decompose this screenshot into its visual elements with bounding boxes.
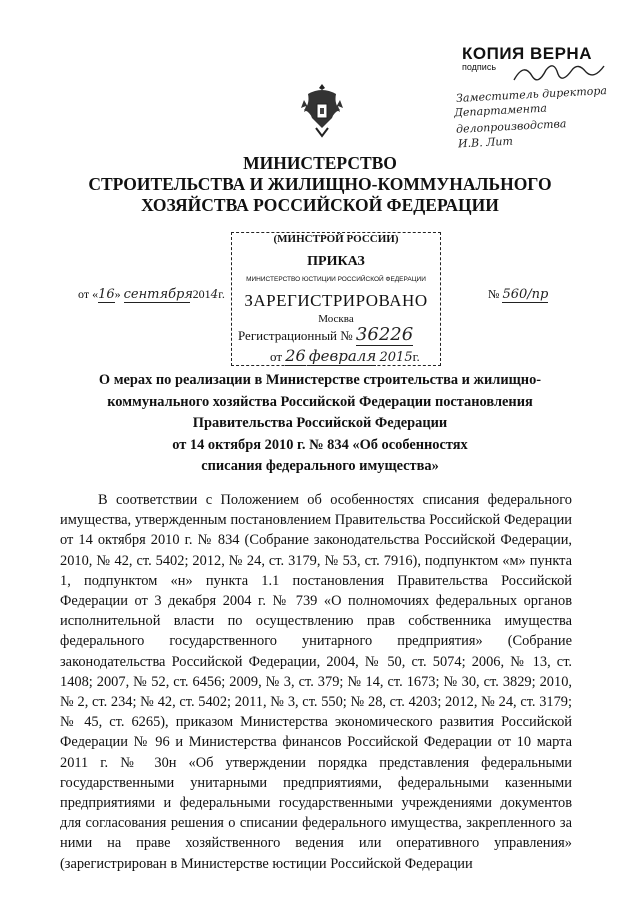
title-line-5: списания федерального имущества»	[201, 458, 439, 474]
title-line-1: О мерах по реализации в Министерстве строительства и жилищно-	[98, 372, 542, 388]
regdate-day: 26	[285, 346, 306, 365]
stamp-registration-date	[270, 346, 420, 366]
title-line-4: от 14 октября 2010 г. № 834 «Об особенностях	[172, 436, 468, 453]
stamp-minjust: МИНИСТЕРСТВО ЮСТИЦИИ РОССИЙСКОЙ ФЕДЕРАЦИИ	[246, 276, 426, 283]
order-date	[78, 287, 225, 303]
regdate-suffix: г.	[412, 349, 420, 364]
order-number-value: 560/пр	[502, 287, 549, 302]
regnum-value: 36226	[355, 324, 414, 345]
regdate-month: февраля	[308, 347, 377, 365]
order-date-month: сентября	[123, 287, 193, 302]
stamp-registration-number	[238, 324, 413, 346]
stamp-prikaz: ПРИКАЗ	[307, 254, 365, 269]
order-date-year-prefix: 201	[192, 287, 211, 301]
registration-stamp	[231, 232, 441, 366]
order-date-suffix: г.	[218, 287, 225, 301]
copy-stamp-signature-label: подпись	[462, 62, 497, 72]
stamp-registered: ЗАРЕГИСТРИРОВАНО	[244, 291, 428, 310]
ministry-line-2: СТРОИТЕЛЬСТВА И ЖИЛИЩНО-КОММУНАЛЬНОГО	[88, 174, 552, 194]
regdate-year: 2015	[379, 350, 413, 365]
signature-scribble	[510, 62, 610, 86]
order-date-day: 16	[98, 287, 115, 302]
handwriting-line-4: И.В. Лит	[457, 134, 514, 151]
order-title	[60, 370, 580, 478]
ministry-line-1: МИНИСТЕРСТВО	[243, 153, 397, 173]
order-date-mid: »	[114, 287, 121, 301]
order-date-prefix: от «	[78, 287, 99, 301]
coat-of-arms-emblem	[300, 80, 344, 140]
order-number-prefix: №	[488, 287, 500, 301]
title-line-2: коммунального хозяйства Российской Федерации постановления	[107, 393, 533, 410]
stamp-minstroy: (МИНСТРОЙ РОССИИ)	[273, 233, 399, 245]
regnum-label: Регистрационный №	[238, 328, 353, 343]
title-line-3: Правительства Российской Федерации	[192, 415, 448, 431]
order-date-year-digit: 4	[210, 287, 219, 301]
copy-certification-stamp	[453, 44, 632, 151]
regdate-prefix: от	[270, 349, 283, 364]
body-paragraph: В соответствии с Положением об особенностях списания федерального имущества, утвержденным постановлением Правительства Российской Федерации от 14 октября 2010 г. № 834 (Собрание законодательства Российской Федерации, 2010, № 42, ст. 5402; 2012, № 24, ст. 3179, № 53, ст. 7916), подпунктом «м» пункта 1, подпунктом «н» пункта 1.1 постановления Правительства Российской Федерации от 3 декабря 2004 г. № 739 «О полномочиях федеральных органов исполнительной власти по осуществлению прав собственника имущества федерального государственного унитарного предприятия» (Собрание законодательства Российской Федерации, 2004, № 50, ст. 5074; 2006, № 13, ст. 1408; 2007, № 52, ст. 6456; 2009, № 3, ст. 379; № 14, ст. 1673; № 30, ст. 3829; 2010, № 2, ст. 234; № 42, ст. 5402; 2011, № 3, ст. 550; № 28, ст. 4203; 2012, № 24, ст. 3179; № 45, ст. 6265), приказом Министерства экономического развития Российской Федерации № 96 и Министерства финансов Российской Федерации от 10 марта 2011 г. № 30н «Об утверждении порядка представления федеральными государственными унитарными предприятиями, федеральными казенными предприятиями и федеральными государственными учреждениями документов для согласования решения о списании федерального имущества, закрепленного за ними на праве хозяйственного ведения или оперативного управления» (зарегистрирован в Министерстве юстиции Российской Федерации	[60, 492, 572, 872]
stamp-city: Москва	[318, 313, 354, 325]
ministry-line-3: ХОЗЯЙСТВА РОССИЙСКОЙ ФЕДЕРАЦИИ	[141, 195, 499, 215]
handwriting-line-1: Заместитель директора	[455, 84, 608, 105]
handwriting-line-3: делопроизводства	[455, 117, 567, 136]
ministry-header	[60, 153, 580, 216]
order-number	[488, 287, 548, 303]
handwriting-line-2: Департамента	[453, 101, 548, 120]
copy-stamp-title: КОПИЯ ВЕРНА	[462, 44, 592, 63]
